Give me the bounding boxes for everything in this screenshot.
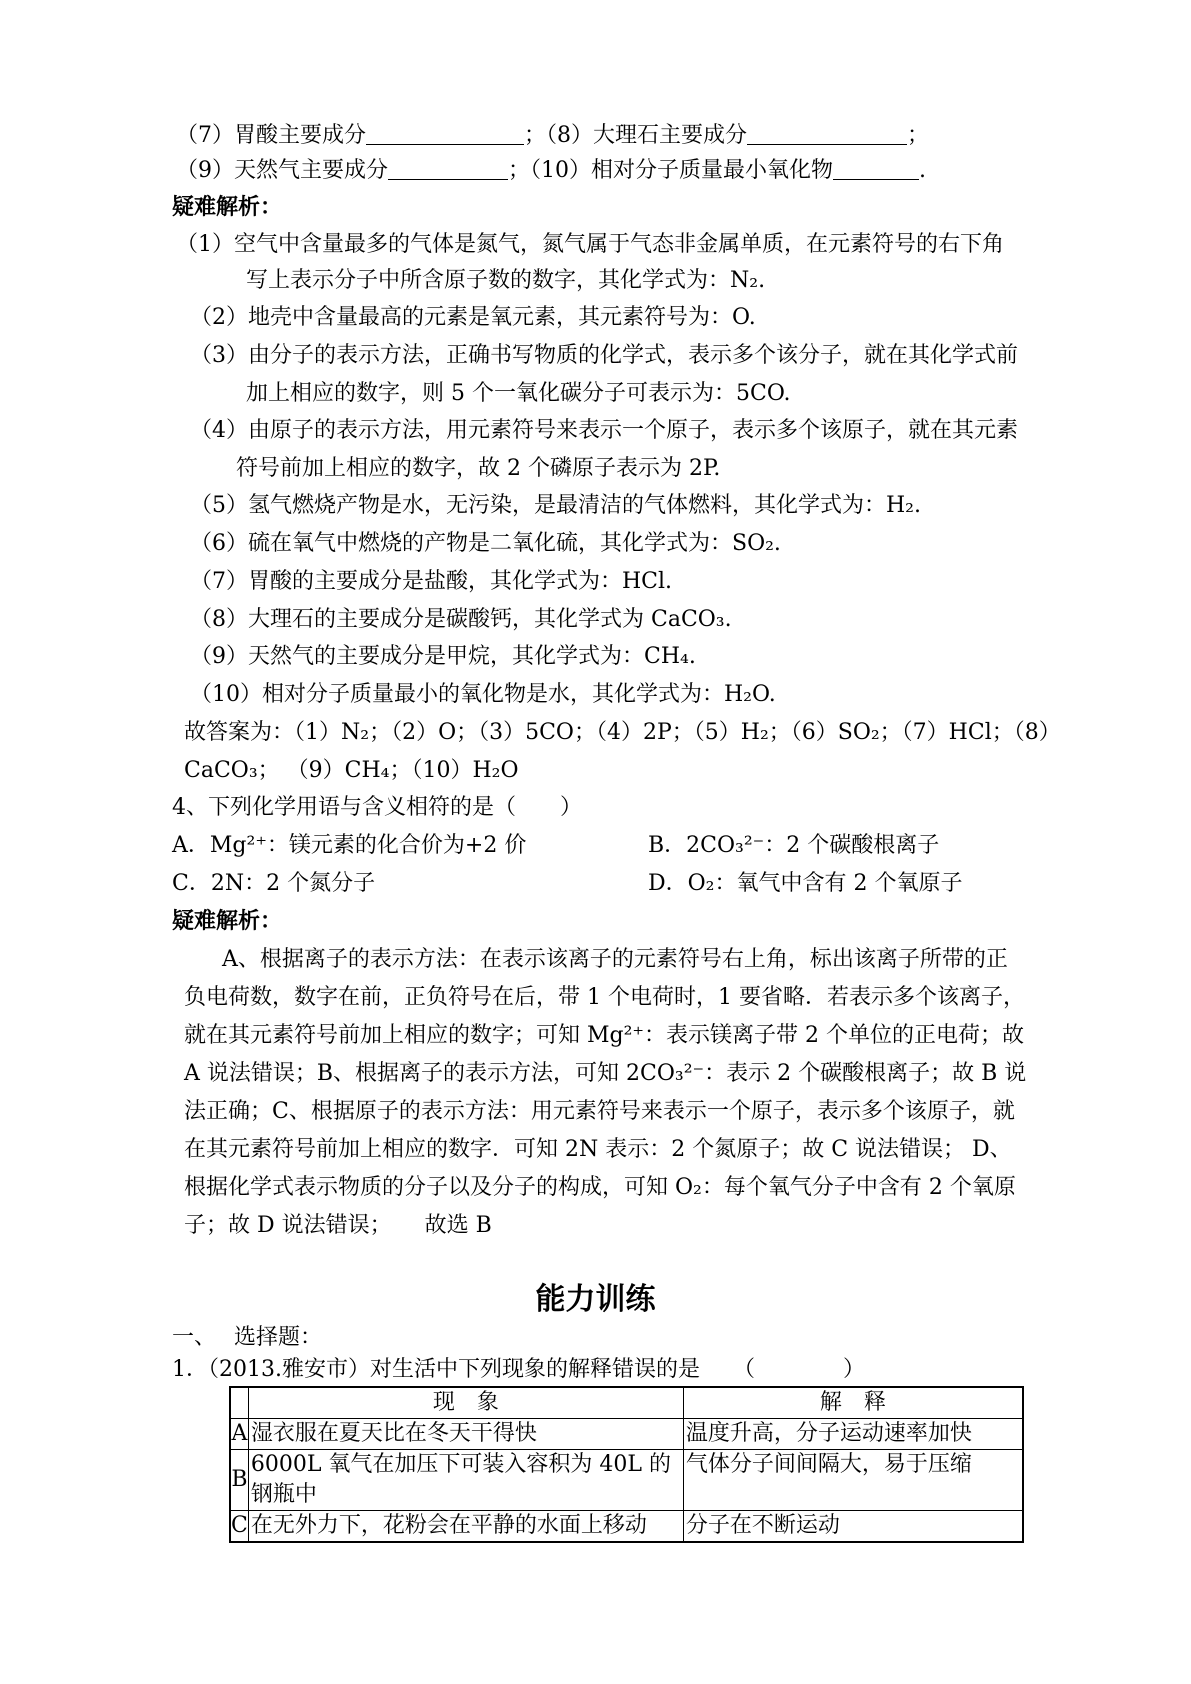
analysis-item: （6）硫在氧气中燃烧的产物是二氧化硫，其化学式为：SO₂. (190, 531, 781, 556)
analysis-item: （9）天然气的主要成分是甲烷，其化学式为：CH₄. (190, 644, 696, 669)
row-key: A (230, 1419, 248, 1450)
row-phenomenon: 湿衣服在夏天比在冬天干得快 (248, 1419, 683, 1450)
q4-option-d: D．O₂：氧气中含有 2 个氧原子 (648, 871, 963, 896)
q4-analysis-line: A、根据离子的表示方法：在表示该离子的元素符号右上角，标出该离子所带的正 (222, 947, 1008, 972)
q4-analysis-line: 法正确；C、根据原子的表示方法：用元素符号来表示一个原子，表示多个该原子，就 (184, 1099, 1015, 1124)
q7-label: （7）胃酸主要成分 (176, 123, 366, 148)
phenomena-table (229, 1386, 1024, 1543)
q4-analysis-line: 在其元素符号前加上相应的数字．可知 2N 表示：2 个氮原子；故 C 说法错误； D、 (184, 1137, 1012, 1162)
q4-analysis-heading: 疑难解析： (172, 908, 283, 934)
q4-analysis-line: 负电荷数，数字在前，正负符号在后，带 1 个电荷时，1 要省略．若表示多个该离子， (184, 985, 1025, 1010)
row-explanation: 温度升高，分子运动速率加快 (683, 1419, 1023, 1450)
fill-line-7-8 (176, 121, 929, 151)
q4-analysis-line: 子；故 D 说法错误； 故选 B (184, 1213, 492, 1238)
answer-blank[interactable] (388, 157, 508, 180)
row-phenomenon: 6000L 氧气在加压下可装入容积为 40L 的钢瓶中 (248, 1450, 683, 1511)
q10-label: ；（10）相对分子质量最小氧化物 (508, 158, 833, 183)
q10-end: . (919, 158, 926, 183)
table-header-explanation: 解 释 (683, 1387, 1023, 1419)
analysis-item: （5）氢气燃烧产物是水，无污染，是最清洁的气体燃料，其化学式为：H₂. (190, 493, 921, 518)
q9-label: （9）天然气主要成分 (176, 158, 388, 183)
analysis-heading: 疑难解析： (172, 194, 283, 220)
q4-option-c: C．2N：2 个氮分子 (172, 871, 376, 896)
table-header-phenomenon: 现 象 (248, 1387, 683, 1419)
answer-blank[interactable] (747, 122, 907, 145)
fill-line-9-10 (176, 156, 926, 186)
q4-stem: 4、下列化学用语与含义相符的是（ ） (172, 795, 582, 820)
section-subtitle: 一、 选择题： (172, 1325, 322, 1350)
table-header-key (230, 1387, 248, 1419)
analysis-item: 加上相应的数字，则 5 个一氧化碳分子可表示为：5CO. (246, 381, 791, 406)
row-key: C (230, 1511, 248, 1543)
table-row (230, 1419, 1023, 1450)
row-explanation: 分子在不断运动 (683, 1511, 1023, 1543)
row-phenomenon: 在无外力下，花粉会在平静的水面上移动 (248, 1511, 683, 1543)
analysis-item: 符号前加上相应的数字，故 2 个磷原子表示为 2P. (236, 456, 721, 481)
analysis-item: （4）由原子的表示方法，用元素符号来表示一个原子，表示多个该原子，就在其元素 (190, 418, 1018, 443)
analysis-item: （10）相对分子质量最小的氧化物是水，其化学式为：H₂O. (190, 682, 776, 707)
q8-label: ；（8）大理石主要成分 (524, 123, 747, 148)
answer-line: CaCO₃； （9）CH₄；（10）H₂O (184, 758, 519, 783)
analysis-item: 写上表示分子中所含原子数的数字，其化学式为：N₂. (246, 268, 766, 293)
q8-end: ； (907, 123, 930, 148)
analysis-item: （2）地壳中含量最高的元素是氧元素，其元素符号为：O. (190, 305, 756, 330)
section-title: 能力训练 (535, 1282, 656, 1317)
q4-analysis-line: 就在其元素符号前加上相应的数字；可知 Mg²⁺：表示镁离子带 2 个单位的正电荷；故 (184, 1023, 1025, 1048)
q4-analysis-line: A 说法错误；B、根据离子的表示方法，可知 2CO₃²⁻：表示 2 个碳酸根离子；故 B 说 (184, 1061, 1027, 1086)
table-header-row (230, 1387, 1023, 1419)
analysis-item: （8）大理石的主要成分是碳酸钙，其化学式为 CaCO₃. (190, 607, 732, 632)
q4-option-a: A．Mg²⁺：镁元素的化合价为+2 价 (172, 833, 527, 858)
analysis-item: （1）空气中含量最多的气体是氮气，氮气属于气态非金属单质，在元素符号的右下角 (176, 232, 1004, 257)
table-row (230, 1511, 1023, 1543)
answer-blank[interactable] (366, 122, 524, 145)
analysis-item: （3）由分子的表示方法，正确书写物质的化学式，表示多个该分子，就在其化学式前 (190, 343, 1018, 368)
q4-option-b: B．2CO₃²⁻：2 个碳酸根离子 (648, 833, 940, 858)
answer-line: 故答案为：（1）N₂；（2）O；（3）5CO；（4）2P；（5）H₂；（6）SO₂；（7）HCl；（8） (184, 720, 1061, 745)
row-key: B (230, 1450, 248, 1511)
table-row (230, 1450, 1023, 1511)
answer-blank[interactable] (833, 157, 919, 180)
q1-stem: 1．（2013.雅安市）对生活中下列现象的解释错误的是 （ ） (172, 1357, 865, 1382)
q4-analysis-line: 根据化学式表示物质的分子以及分子的构成，可知 O₂：每个氧气分子中含有 2 个氧原 (184, 1175, 1016, 1200)
analysis-item: （7）胃酸的主要成分是盐酸，其化学式为：HCl. (190, 569, 673, 594)
row-explanation: 气体分子间间隔大，易于压缩 (683, 1450, 1023, 1511)
